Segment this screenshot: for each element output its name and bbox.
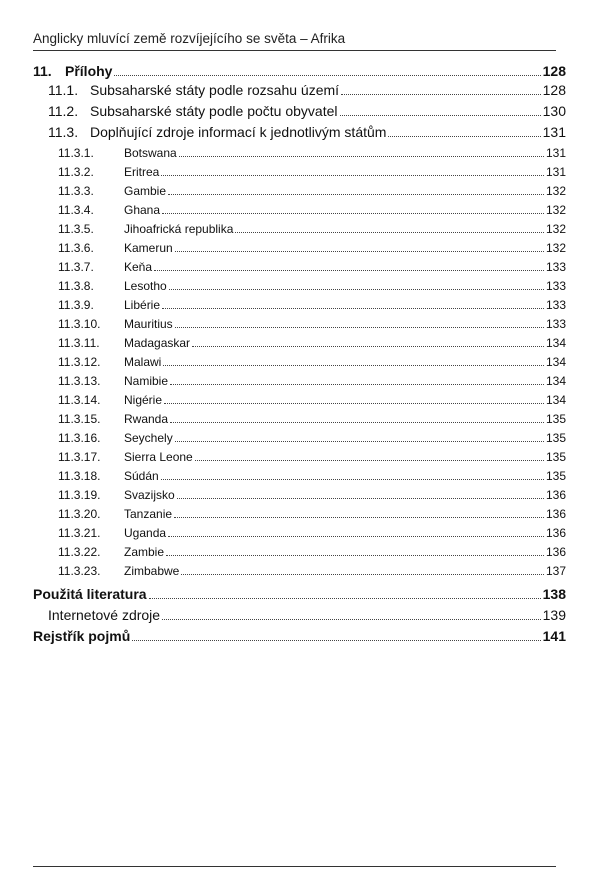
toc-page-number: 132 (545, 203, 566, 217)
toc-leader (341, 94, 541, 95)
toc-chapter[interactable] (33, 63, 566, 79)
toc-subsection-number: 11.3.8. (58, 279, 94, 293)
toc-page-number: 136 (545, 526, 566, 540)
toc-leader (388, 136, 540, 137)
toc-leader (181, 574, 544, 575)
toc-page-number: 128 (542, 63, 566, 79)
toc-page-number: 138 (542, 586, 566, 602)
toc-subsection-number: 11.3.4. (58, 203, 94, 217)
toc-leader (179, 156, 544, 157)
toc-subsection-title: Súdán (124, 469, 159, 483)
toc-leader (169, 289, 544, 290)
toc-leader (175, 327, 544, 328)
toc-leader (168, 536, 544, 537)
toc-page-number: 135 (545, 431, 566, 445)
toc-subsection-number: 11.3.5. (58, 222, 94, 236)
toc-leader (340, 115, 541, 116)
toc-page-number: 136 (545, 545, 566, 559)
toc-page-number: 136 (545, 488, 566, 502)
toc-subsection[interactable] (58, 298, 566, 312)
toc-leader (161, 175, 544, 176)
toc-page-number: 132 (545, 222, 566, 236)
toc-subsection-title: Svazijsko (124, 488, 175, 502)
toc-section[interactable] (48, 103, 566, 119)
toc-page-number: 139 (542, 607, 566, 623)
toc-subsection-title: Lesotho (124, 279, 167, 293)
toc-subsection[interactable] (58, 222, 566, 236)
toc-subsection-number: 11.3.17. (58, 450, 101, 464)
toc-leader (235, 232, 544, 233)
toc-subsection-number: 11.3.18. (58, 469, 101, 483)
toc-internet-sources-title: Internetové zdroje (48, 607, 161, 623)
toc-subsection-number: 11.3.20. (58, 507, 101, 521)
toc-page-number: 137 (545, 564, 566, 578)
toc-section-number: 11.2. (48, 103, 79, 119)
toc-subsection[interactable] (58, 431, 566, 445)
toc-subsection[interactable] (58, 241, 566, 255)
toc-subsection-title: Namibie (124, 374, 169, 388)
toc-subsection[interactable] (58, 279, 566, 293)
toc-section-number: 11.3. (48, 124, 79, 140)
toc-chapter-number: 11. (33, 63, 52, 79)
toc-leader (174, 517, 544, 518)
toc-page-number: 131 (545, 165, 566, 179)
toc-subsection-title: Eritrea (124, 165, 160, 179)
toc-section-title: Doplňující zdroje informací k jednotlivým státům (90, 124, 387, 140)
toc-subsection-number: 11.3.11. (58, 336, 100, 350)
toc-subsection-number: 11.3.9. (58, 298, 94, 312)
toc-leader (170, 422, 544, 423)
toc-page-number: 134 (545, 336, 566, 350)
toc-subsection[interactable] (58, 165, 566, 179)
toc-subsection-number: 11.3.7. (58, 260, 94, 274)
toc-leader (149, 598, 541, 599)
toc-leader (166, 555, 544, 556)
toc-leader (164, 403, 544, 404)
toc-subsection-title: Madagaskar (124, 336, 191, 350)
toc-page-number: 128 (542, 82, 566, 98)
toc-page-number: 133 (545, 317, 566, 331)
toc-section-title: Subsaharské státy podle rozsahu území (90, 82, 340, 98)
toc-subsection-title: Zambie (124, 545, 165, 559)
toc-index[interactable] (33, 628, 566, 644)
toc-chapter-title: Přílohy (65, 63, 113, 79)
toc-literature-title: Použitá literatura (33, 586, 147, 602)
toc-subsection-title: Libérie (124, 298, 161, 312)
toc-subsection-title: Zimbabwe (124, 564, 180, 578)
toc-subsection-number: 11.3.14. (58, 393, 101, 407)
toc-subsection-number: 11.3.10. (58, 317, 101, 331)
toc-subsection-number: 11.3.15. (58, 412, 101, 426)
toc-page-number: 141 (542, 628, 566, 644)
toc-subsection[interactable] (58, 488, 566, 502)
toc-subsection-number: 11.3.23. (58, 564, 101, 578)
toc-page-number: 134 (545, 355, 566, 369)
toc-subsection-number: 11.3.6. (58, 241, 94, 255)
header-rule (33, 50, 556, 51)
toc-page-number: 135 (545, 450, 566, 464)
toc-internet-sources[interactable] (48, 607, 566, 623)
toc-subsection-number: 11.3.19. (58, 488, 101, 502)
toc-leader (170, 384, 544, 385)
toc-leader (168, 194, 544, 195)
toc-page-number: 130 (542, 103, 566, 119)
toc-leader (162, 213, 544, 214)
toc-subsection-title: Tanzanie (124, 507, 173, 521)
toc-subsection-number: 11.3.1. (58, 146, 94, 160)
toc-page-number: 135 (545, 412, 566, 426)
toc-page-number: 132 (545, 184, 566, 198)
toc-subsection[interactable] (58, 545, 566, 559)
toc-subsection-title: Mauritius (124, 317, 173, 331)
toc-subsection-title: Ghana (124, 203, 161, 217)
toc-subsection-title: Gambie (124, 184, 167, 198)
toc-subsection[interactable] (58, 260, 566, 274)
toc-subsection[interactable] (58, 184, 566, 198)
toc-subsection[interactable] (58, 317, 566, 331)
toc-page-number: 134 (545, 393, 566, 407)
toc-leader (192, 346, 544, 347)
toc-subsection-title: Seychely (124, 431, 173, 445)
toc-index-title: Rejstřík pojmů (33, 628, 131, 644)
toc-subsection-title: Nigérie (124, 393, 163, 407)
toc-page-number: 134 (545, 374, 566, 388)
toc-subsection[interactable] (58, 526, 566, 540)
toc-page-number: 131 (545, 146, 566, 160)
toc-leader (162, 308, 544, 309)
toc-leader (175, 251, 544, 252)
toc-subsection[interactable] (58, 355, 566, 369)
toc-leader (195, 460, 544, 461)
toc-subsection[interactable] (58, 393, 566, 407)
toc-subsection[interactable] (58, 203, 566, 217)
toc-subsection-title: Keňa (124, 260, 153, 274)
toc-subsection[interactable] (58, 336, 566, 350)
toc-subsection[interactable] (58, 507, 566, 521)
running-header: Anglicky mluvící země rozvíjejícího se světa – Afrika (33, 31, 346, 46)
toc-subsection-title: Jihoafrická republika (124, 222, 234, 236)
toc-literature[interactable] (33, 586, 566, 602)
toc-subsection[interactable] (58, 374, 566, 388)
toc-subsection[interactable] (58, 564, 566, 578)
toc-page-number: 132 (545, 241, 566, 255)
toc-page-number: 133 (545, 260, 566, 274)
toc-page-number: 133 (545, 279, 566, 293)
toc-leader (114, 75, 540, 76)
toc-subsection[interactable] (58, 412, 566, 426)
toc-subsection-number: 11.3.22. (58, 545, 101, 559)
toc-subsection-title: Kamerun (124, 241, 173, 255)
toc-leader (154, 270, 544, 271)
toc-subsection-number: 11.3.13. (58, 374, 101, 388)
toc-page-number: 131 (542, 124, 566, 140)
footer-rule (33, 866, 556, 867)
toc-section-number: 11.1. (48, 82, 79, 98)
toc-subsection-title: Rwanda (124, 412, 169, 426)
toc-subsection-number: 11.3.3. (58, 184, 94, 198)
toc-leader (161, 479, 544, 480)
toc-page-number: 135 (545, 469, 566, 483)
toc-subsection-title: Uganda (124, 526, 167, 540)
toc-subsection-title: Malawi (124, 355, 162, 369)
toc-page-number: 133 (545, 298, 566, 312)
toc-leader (177, 498, 544, 499)
toc-subsection[interactable] (58, 469, 566, 483)
toc-subsection-number: 11.3.21. (58, 526, 101, 540)
toc-section[interactable] (48, 124, 566, 140)
toc-subsection-number: 11.3.12. (58, 355, 101, 369)
toc-leader (162, 619, 541, 620)
toc-subsection-title: Botswana (124, 146, 177, 160)
toc-subsection[interactable] (58, 450, 566, 464)
toc-subsection-title: Sierra Leone (124, 450, 193, 464)
toc-page-number: 136 (545, 507, 566, 521)
toc-leader (175, 441, 544, 442)
toc-subsection[interactable] (58, 146, 566, 160)
toc-subsection-number: 11.3.16. (58, 431, 101, 445)
toc-subsection-number: 11.3.2. (58, 165, 94, 179)
toc-section-title: Subsaharské státy podle počtu obyvatel (90, 103, 338, 119)
toc-section[interactable] (48, 82, 566, 98)
toc-leader (163, 365, 544, 366)
toc-leader (132, 640, 540, 641)
